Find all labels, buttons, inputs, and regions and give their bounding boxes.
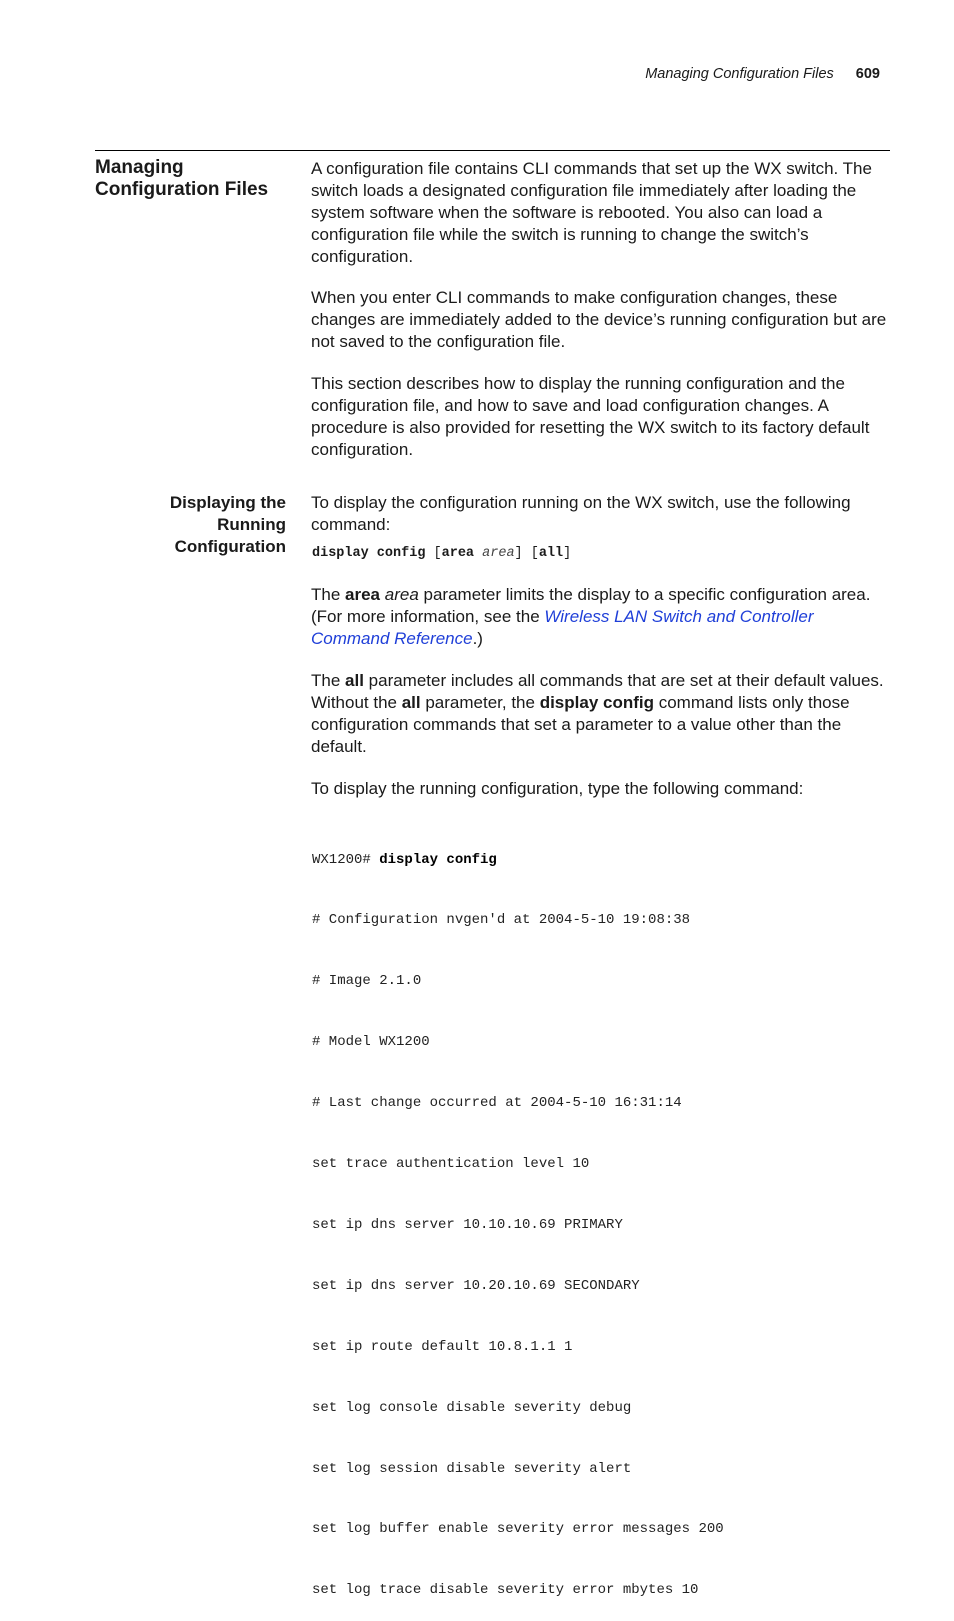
- section-heading-line: Managing: [95, 157, 184, 178]
- code-line: set log console disable severity debug: [312, 1399, 632, 1416]
- subsection-heading: [95, 492, 286, 558]
- paragraph: To display the configuration running on the WX switch, use the following command:: [311, 493, 851, 534]
- code-line: WX1200# display config: [312, 851, 497, 868]
- subsection-heading-line: Displaying the: [169, 493, 286, 512]
- section-heading: [95, 157, 300, 201]
- subsection-heading-line: Running: [217, 515, 286, 534]
- code-line: # Image 2.1.0: [312, 973, 422, 990]
- code-line: set log buffer enable severity error messages 200: [312, 1521, 724, 1538]
- code-line: # Configuration nvgen'd at 2004-5-10 19:08:38: [312, 912, 691, 929]
- paragraph: When you enter CLI commands to make configuration changes, these changes are immediately added to the device’s running configuration but are not saved to the configuration file.: [311, 288, 887, 351]
- header-title: Managing Configuration Files: [645, 66, 834, 82]
- page-number: 609: [855, 66, 880, 82]
- code-line: # Model WX1200: [312, 1034, 430, 1051]
- paragraph: To display the running configuration, type the following command:: [311, 779, 804, 798]
- code-line: set ip route default 10.8.1.1 1: [312, 1338, 573, 1355]
- reference-link[interactable]: Wireless LAN Switch and Controller Command Reference: [311, 607, 814, 648]
- paragraph: This section describes how to display the running configuration and the configuration file, and how to save and load configuration changes. A procedure is also provided for resetting the WX switch to its factory default configuration.: [311, 374, 870, 459]
- code-line: set ip dns server 10.10.10.69 PRIMARY: [312, 1216, 623, 1233]
- paragraph: The area area parameter limits the display to a specific configuration area. (For more information, see the Wireless LAN Switch and Controller Command Reference.): [311, 585, 871, 648]
- paragraph: A configuration file contains CLI commands that set up the WX switch. The switch loads a designated configuration file immediately after loading the system software when the software is rebooted. You also can load a configuration file while the switch is running to change the switch’s configuration.: [311, 159, 872, 266]
- code-line: set trace authentication level 10: [312, 1156, 590, 1173]
- paragraph: The all parameter includes all commands that are set at their default values. Without the all parameter, the display config command lists only those configuration commands that set a parameter to a value other than the default.: [311, 671, 884, 756]
- code-line: # Last change occurred at 2004-5-10 16:31:14: [312, 1095, 682, 1112]
- code-line: set log session disable severity alert: [312, 1460, 632, 1477]
- code-example: [312, 809, 724, 1621]
- section-heading-line: Configuration Files: [95, 179, 269, 200]
- command-syntax: display config [area area] [all]: [312, 546, 572, 561]
- subsection-heading-line: Configuration: [174, 537, 286, 556]
- section-divider: [95, 150, 890, 151]
- code-line: set log trace disable severity error mbytes 10: [312, 1582, 699, 1599]
- running-header: [645, 66, 880, 82]
- code-line: set ip dns server 10.20.10.69 SECONDARY: [312, 1277, 640, 1294]
